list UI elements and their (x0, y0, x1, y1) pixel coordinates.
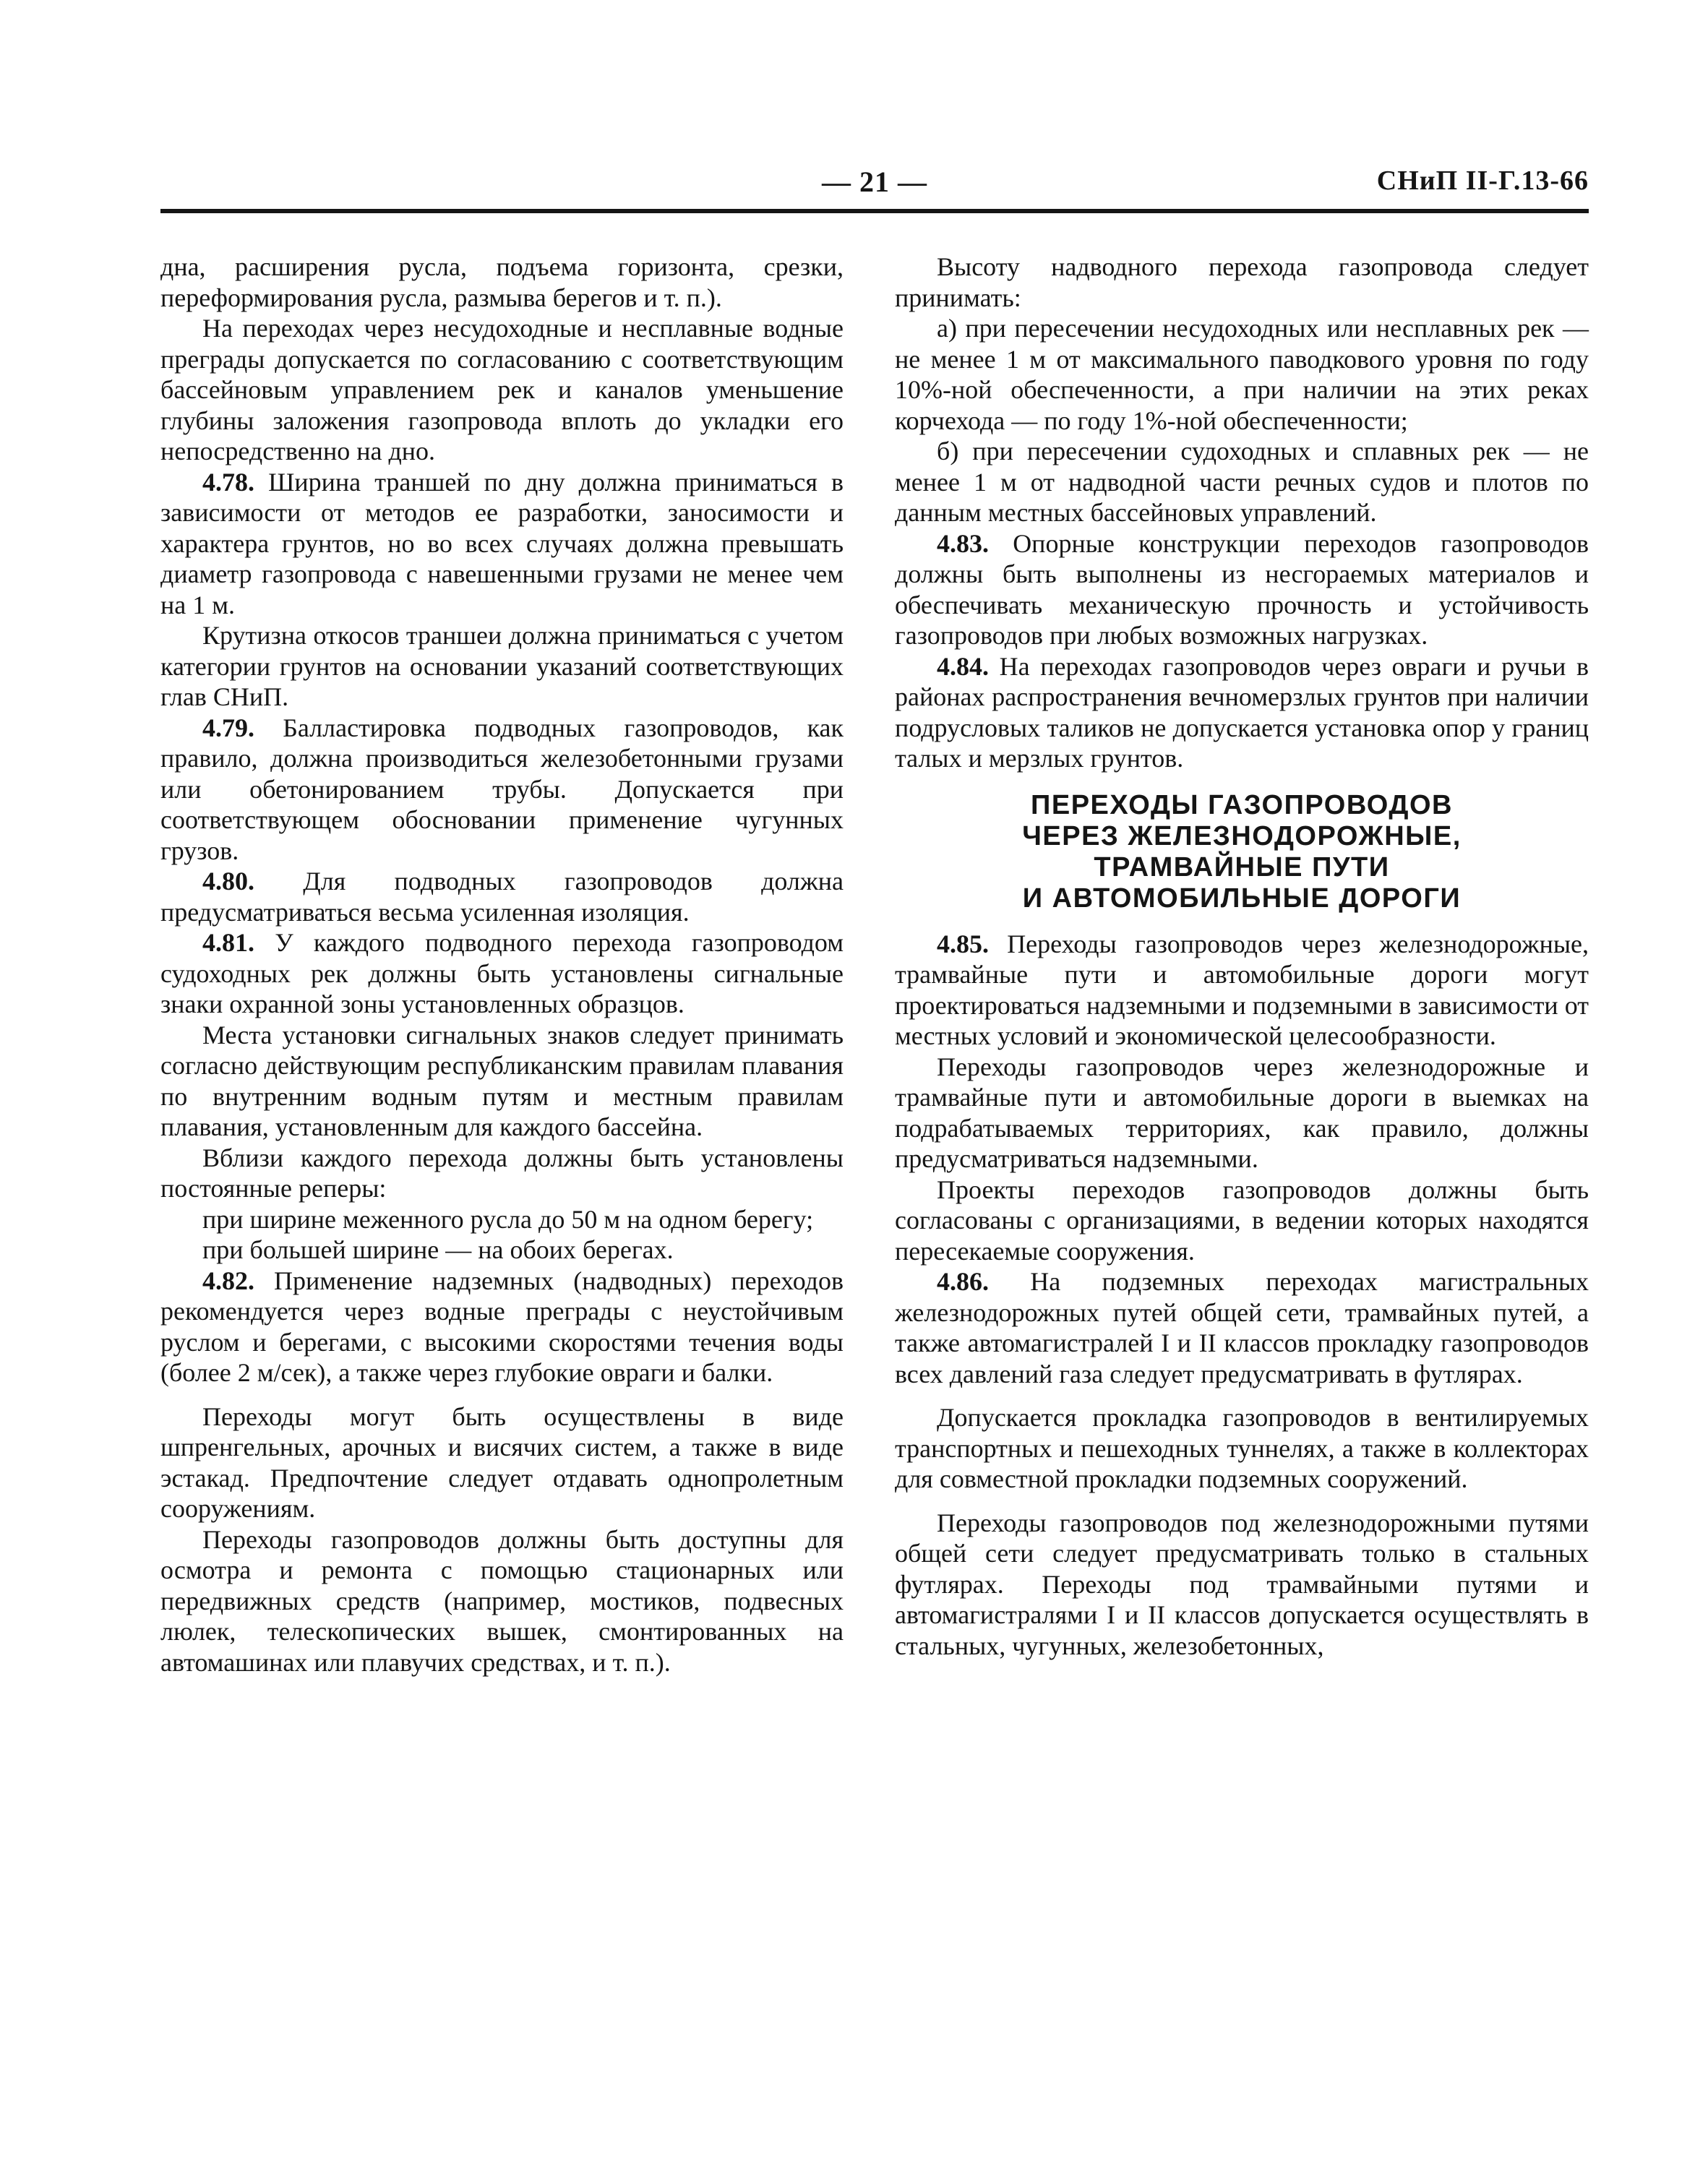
paragraph (160, 1235, 844, 1266)
paragraph-text: Для подводных газопроводов должна предусматриваться весьма усиленная изоляция. (160, 867, 844, 927)
page-header (160, 165, 1589, 211)
paragraph-text: при большей ширине — на обоих берегах. (202, 1235, 674, 1264)
paragraph-text: Места установки сигнальных знаков следует принимать согласно действующим республиканским правилам плавания по внутренним водным путям и местным правилам плавания, установленным для каждого бассейна. (160, 1020, 844, 1141)
paragraph-text: Высоту надводного перехода газопровода следует принимать: (895, 252, 1589, 312)
paragraph-text: Переходы могут быть осуществлены в виде шпренгельных, арочных и висячих систем, а также в виде эстакад. Предпочтение следует отдавать однопролетным сооружениям. (160, 1401, 844, 1523)
clause-paragraph (895, 651, 1589, 774)
section-heading-line: И АВТОМОБИЛЬНЫЕ ДОРОГИ (1022, 883, 1462, 914)
paragraph (895, 436, 1589, 528)
paragraph-text: У каждого подводного перехода газопроводом судоходных рек должны быть установлены сигнальные знаки охранной зоны установленных образцов. (160, 928, 844, 1018)
clause-paragraph (160, 1266, 844, 1388)
paragraph-text: дна, расширения русла, подъема горизонта, срезки, переформирования русла, размыва берегов и т. п.). (160, 252, 844, 312)
paragraph (895, 313, 1589, 436)
clause-paragraph (160, 467, 844, 621)
paragraph (160, 313, 844, 467)
paragraph (160, 1524, 844, 1678)
paragraph-text: а) при пересечении несудоходных или несплавных рек — не менее 1 м от максимального паводкового уровня по году 10%-ной обеспеченности, а при наличии на этих реках корчехода — по году 1%-ной обеспеченности; (895, 314, 1589, 435)
paragraph (895, 1402, 1589, 1495)
paragraph-text: На переходах газопроводов через овраги и ручьи в районах распространения вечномерзлых грунтов при наличии подрусловых таликов не допускается установка опор у границ талых и мерзлых грунтов. (895, 651, 1589, 773)
section-heading-line: ТРАМВАЙНЫЕ ПУТИ (1094, 851, 1390, 883)
clause-number: 4.83. (937, 528, 989, 558)
paragraph-text: Применение надземных (надводных) переходов рекомендуется через водные преграды с неустойчивым руслом и берегами, с высокими скоростями течения воды (более 2 м/сек), а также через глубокие овраги и балки. (160, 1266, 844, 1387)
right-column-top (895, 252, 1589, 774)
paragraph (160, 252, 844, 313)
right-column-bottom (895, 929, 1589, 1662)
paragraph-text: На переходах через несудоходные и несплавные водные преграды допускается по согласованию с соответствующим бассейновым управлением рек и каналов уменьшение глубины заложения газопровода вплоть до укладки его непосредственно на дно. (160, 314, 844, 465)
clause-number: 4.85. (937, 929, 989, 958)
left-column (160, 252, 844, 1678)
page-number: — 21 — (822, 166, 927, 198)
section-heading-line: ПЕРЕХОДЫ ГАЗОПРОВОДОВ (1031, 789, 1453, 820)
clause-number: 4.80. (202, 867, 254, 896)
header-rule (160, 209, 1589, 213)
clause-paragraph (895, 929, 1589, 1052)
clause-number: 4.81. (202, 928, 254, 957)
paragraph (160, 1143, 844, 1204)
paragraph (160, 1204, 844, 1235)
clause-paragraph (160, 927, 844, 1020)
paragraph-text: Переходы газопроводов через железнодорожные и трамвайные пути и автомобильные дороги в выемках на подрабатываемых территориях, как правило, должны предусматриваться надземными. (895, 1052, 1589, 1173)
paragraph-text: Опорные конструкции переходов газопроводов должны быть выполнены из несгораемых материалов и обеспечивать механическую прочность и устойчивость газопроводов при любых возможных нагрузках. (895, 528, 1589, 650)
clause-paragraph (160, 713, 844, 867)
clause-number: 4.79. (202, 713, 254, 742)
paragraph-text: при ширине меженного русла до 50 м на одном берегу; (202, 1204, 814, 1234)
paragraph-text: Ширина траншей по дну должна приниматься в зависимости от методов ее разработки, заносимости и характера грунтов, но во всех случаях должна превышать диаметр газопровода с навешенными грузами не менее чем на 1 м. (160, 467, 844, 619)
paragraph-text: Переходы газопроводов через железнодорожные, трамвайные пути и автомобильные дороги могут проектироваться надземными и подземными в зависимости от местных условий и экономической целесообразности. (895, 929, 1589, 1050)
paragraph-text: б) при пересечении судоходных и сплавных рек — не менее 1 м от надводной части речных судов и плотов по данным местных бассейновых управлений. (895, 437, 1589, 527)
clause-number: 4.78. (202, 467, 254, 497)
paragraph-text: Проекты переходов газопроводов должны быть согласованы с организациями, в ведении которых находятся пересекаемые сооружения. (895, 1175, 1589, 1266)
paragraph-text: Допускается прокладка газопроводов в вентилируемых транспортных и пешеходных туннелях, а также в коллекторах для совместной прокладки подземных сооружений. (895, 1403, 1589, 1493)
paragraph (895, 1508, 1589, 1662)
paragraph-text: На подземных переходах магистральных железнодорожных путей общей сети, трамвайных путей, а также автомагистралей I и II классов прокладку газопроводов всех давлений газа следует предусматривать в футлярах. (895, 1267, 1589, 1388)
paragraph (160, 1401, 844, 1524)
paragraph (895, 1175, 1589, 1267)
paragraph (895, 1052, 1589, 1175)
paragraph-text: Крутизна откосов траншеи должна приниматься с учетом категории грунтов на основании указаний соответствующих глав СНиП. (160, 621, 844, 711)
clause-paragraph (895, 528, 1589, 651)
clause-number: 4.86. (937, 1267, 989, 1296)
document-code: СНиП II-Г.13-66 (1376, 166, 1589, 196)
right-column (895, 252, 1589, 1661)
section-heading (895, 790, 1589, 914)
paragraph (895, 252, 1589, 313)
paragraph (160, 620, 844, 713)
clause-number: 4.84. (937, 651, 989, 681)
paragraph-text: Переходы газопроводов должны быть доступны для осмотра и ремонта с помощью стационарных или передвижных средств (например, мостиков, подвесных люлек, телескопических вышек, смонтированных на автомашинах или плавучих средствах, и т. п.). (160, 1524, 844, 1677)
paragraph (160, 1020, 844, 1143)
paragraph-text: Вблизи каждого перехода должны быть установлены постоянные реперы: (160, 1143, 844, 1203)
clause-paragraph (160, 866, 844, 927)
clause-paragraph (895, 1266, 1589, 1389)
clause-number: 4.82. (202, 1266, 254, 1295)
paragraph-text: Балластировка подводных газопроводов, как правило, должна производиться железобетонными грузами или обетонированием трубы. Допускается при соответствующем обосновании применение чугунных грузов. (160, 713, 844, 865)
paragraph-text: Переходы газопроводов под железнодорожными путями общей сети следует предусматривать только в стальных футлярах. Переходы под трамвайными путями и автомагистралями I и II классов допускается осуществлять в стальных, чугунных, железобетонных, (895, 1508, 1589, 1660)
section-heading-line: ЧЕРЕЗ ЖЕЛЕЗНОДОРОЖНЫЕ, (1022, 820, 1462, 851)
